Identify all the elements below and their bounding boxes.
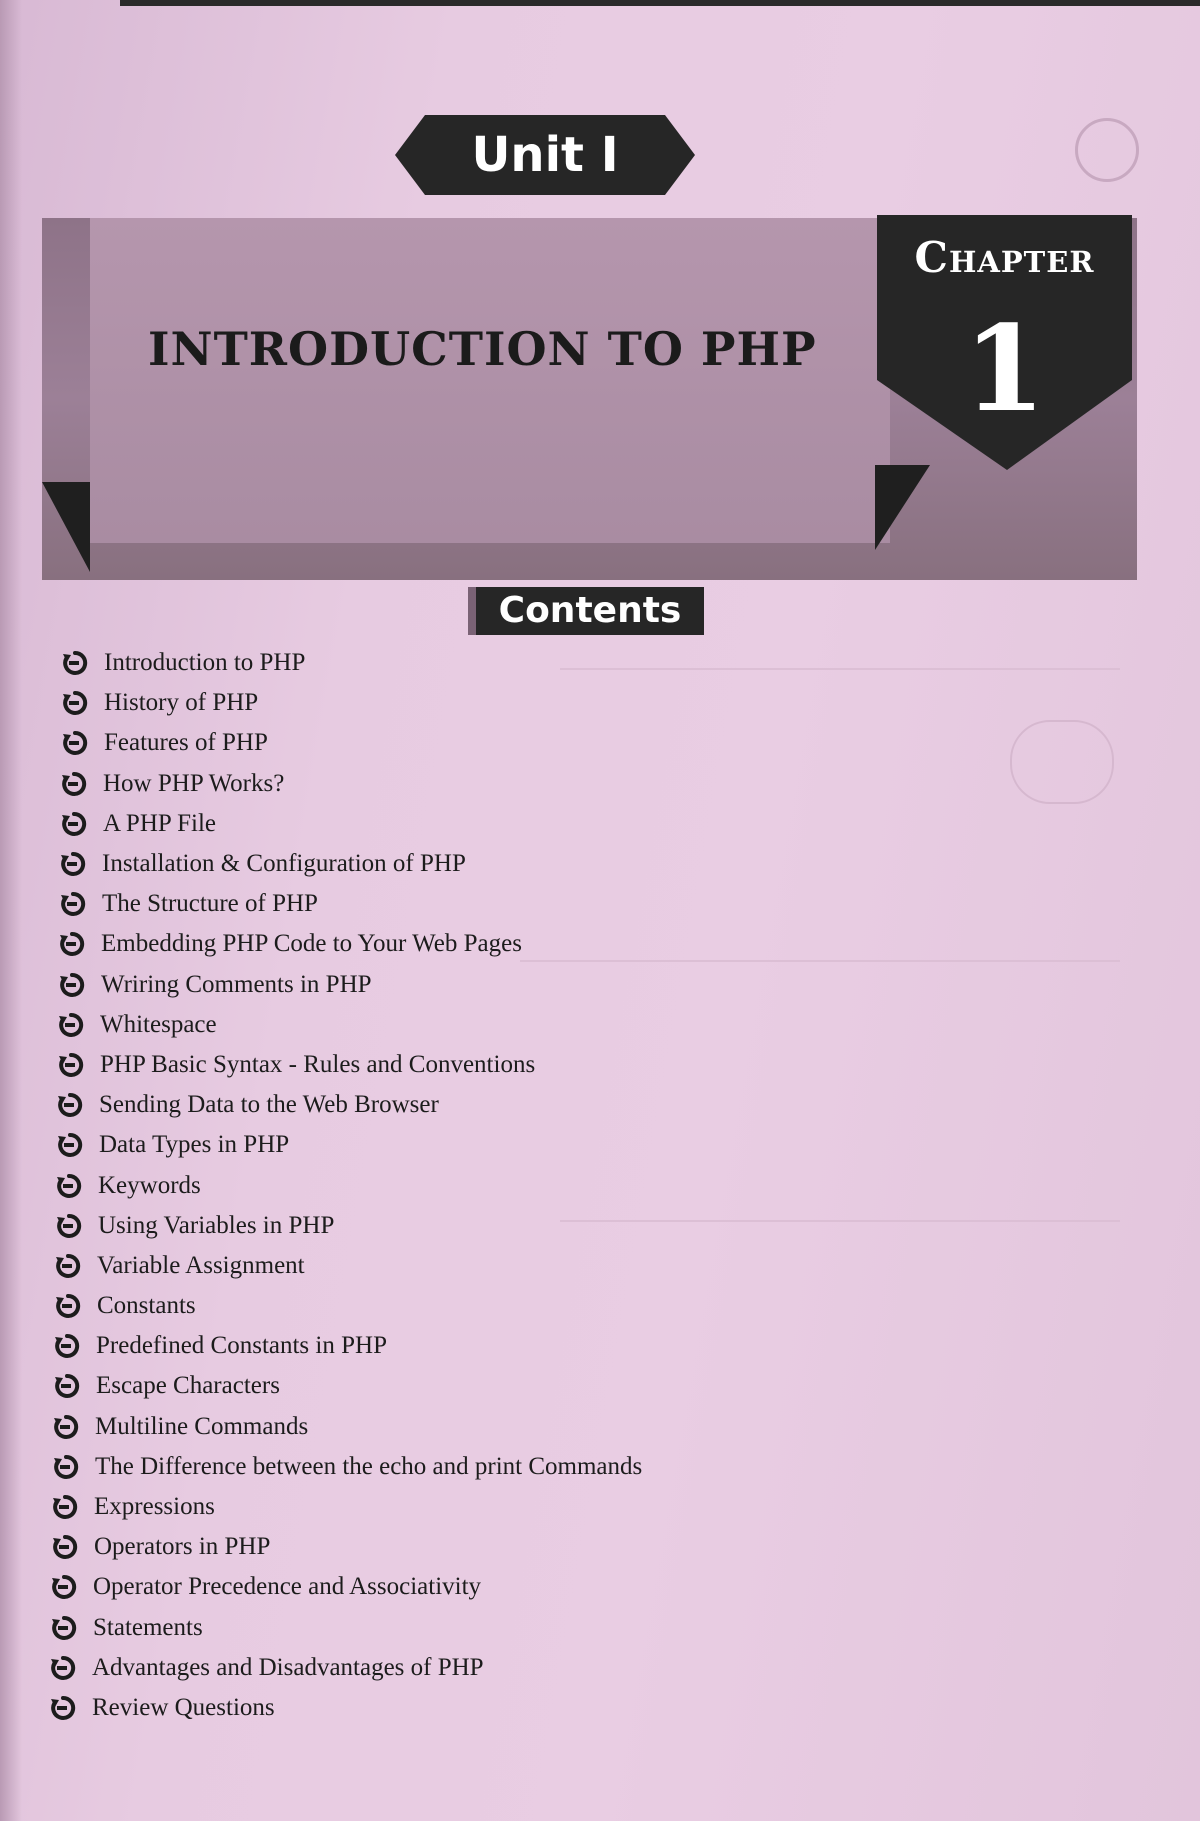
contents-heading: Contents — [468, 587, 704, 635]
banner-fold-right — [875, 465, 935, 555]
contents-item — [55, 1246, 962, 1286]
contents-item — [60, 844, 962, 884]
top-edge — [120, 0, 1200, 6]
chapter-label: Chapter — [914, 233, 1095, 282]
circle-arrow-icon — [59, 972, 85, 998]
contents-item-label: Wriring Comments in PHP — [101, 970, 372, 998]
chapter-title: INTRODUCTION TO PHP — [148, 322, 817, 376]
contents-item-label: Features of PHP — [104, 729, 268, 757]
contents-item — [62, 683, 962, 723]
circle-arrow-icon — [58, 1012, 84, 1038]
circle-arrow-icon — [54, 1373, 80, 1399]
circle-arrow-icon — [62, 730, 88, 756]
contents-item-label: A PHP File — [103, 809, 217, 837]
contents-item-label: Installation & Configuration of PHP — [102, 850, 466, 878]
circle-arrow-icon — [58, 1052, 84, 1078]
contents-item-label: History of PHP — [104, 689, 259, 717]
contents-item — [56, 1206, 962, 1246]
circle-arrow-icon — [50, 1695, 76, 1721]
chapter-number: 1 — [963, 299, 1046, 438]
contents-item — [61, 804, 962, 844]
contents-item-label: The Structure of PHP — [102, 890, 318, 918]
circle-arrow-icon — [53, 1454, 79, 1480]
circle-arrow-icon — [53, 1414, 79, 1440]
chapter-banner-panel — [90, 218, 890, 543]
unit-badge — [395, 115, 695, 195]
contents-list — [62, 643, 962, 1728]
circle-arrow-icon — [50, 1655, 76, 1681]
contents-item — [62, 723, 962, 763]
contents-item-label: Embedding PHP Code to Your Web Pages — [101, 930, 522, 958]
circle-arrow-icon — [55, 1253, 81, 1279]
contents-item — [59, 965, 962, 1005]
contents-item-label: Introduction to PHP — [104, 649, 306, 677]
contents-item — [50, 1648, 962, 1688]
contents-item-label: Review Questions — [92, 1693, 275, 1721]
circle-arrow-icon — [56, 1173, 82, 1199]
contents-item-label: Escape Characters — [96, 1372, 280, 1400]
banner-fold-left — [42, 482, 92, 572]
contents-item-label: Constants — [97, 1292, 196, 1320]
circle-arrow-icon — [59, 931, 85, 957]
contents-item — [52, 1527, 962, 1567]
contents-item-label: Operator Precedence and Associativity — [93, 1573, 482, 1601]
circle-arrow-icon — [56, 1213, 82, 1239]
circle-arrow-icon — [62, 650, 88, 676]
contents-item-label: Multiline Commands — [95, 1412, 309, 1440]
contents-item — [51, 1608, 962, 1648]
contents-item-label: Operators in PHP — [94, 1533, 271, 1561]
contents-item — [54, 1326, 962, 1366]
contents-item — [58, 1005, 962, 1045]
contents-item — [58, 1045, 962, 1085]
contents-item — [57, 1085, 962, 1125]
circle-arrow-icon — [51, 1574, 77, 1600]
circle-arrow-icon — [54, 1333, 80, 1359]
contents-item-label: Advantages and Disadvantages of PHP — [92, 1653, 484, 1681]
contents-item — [53, 1407, 962, 1447]
contents-item — [51, 1567, 962, 1607]
contents-item — [52, 1487, 962, 1527]
circle-arrow-icon — [51, 1615, 77, 1641]
contents-item — [53, 1447, 962, 1487]
circle-arrow-icon — [57, 1132, 83, 1158]
contents-item-label: How PHP Works? — [103, 769, 285, 797]
contents-item — [54, 1366, 962, 1406]
contents-item-label: Sending Data to the Web Browser — [99, 1091, 439, 1119]
contents-item-label: Whitespace — [100, 1010, 217, 1038]
circle-arrow-icon — [52, 1494, 78, 1520]
contents-item-label: Predefined Constants in PHP — [96, 1332, 387, 1360]
circle-arrow-icon — [52, 1534, 78, 1560]
circle-arrow-icon — [55, 1293, 81, 1319]
contents-item-label: Keywords — [98, 1171, 201, 1199]
chapter-box — [877, 215, 1132, 470]
contents-item-label: Statements — [93, 1613, 203, 1641]
circle-arrow-icon — [57, 1092, 83, 1118]
contents-item-label: The Difference between the echo and print Commands — [95, 1452, 643, 1480]
circle-arrow-icon — [60, 891, 86, 917]
contents-item — [50, 1688, 962, 1728]
page-gutter-shadow — [0, 0, 22, 1821]
contents-item-label: PHP Basic Syntax - Rules and Conventions — [100, 1050, 536, 1078]
contents-item — [57, 1125, 962, 1165]
contents-item — [55, 1286, 962, 1326]
contents-item-label: Variable Assignment — [97, 1251, 305, 1279]
circle-arrow-icon — [61, 811, 87, 837]
contents-item-label: Expressions — [94, 1493, 215, 1521]
circle-arrow-icon — [60, 851, 86, 877]
unit-badge-label: Unit I — [471, 127, 619, 183]
circle-arrow-icon — [61, 771, 87, 797]
contents-item-label: Using Variables in PHP — [98, 1211, 335, 1239]
contents-item — [59, 924, 962, 964]
contents-item — [56, 1165, 962, 1205]
contents-item — [62, 643, 962, 683]
contents-item — [61, 764, 962, 804]
circle-arrow-icon — [62, 690, 88, 716]
contents-item — [60, 884, 962, 924]
page-number-circle — [1075, 118, 1139, 182]
contents-item-label: Data Types in PHP — [99, 1131, 290, 1159]
